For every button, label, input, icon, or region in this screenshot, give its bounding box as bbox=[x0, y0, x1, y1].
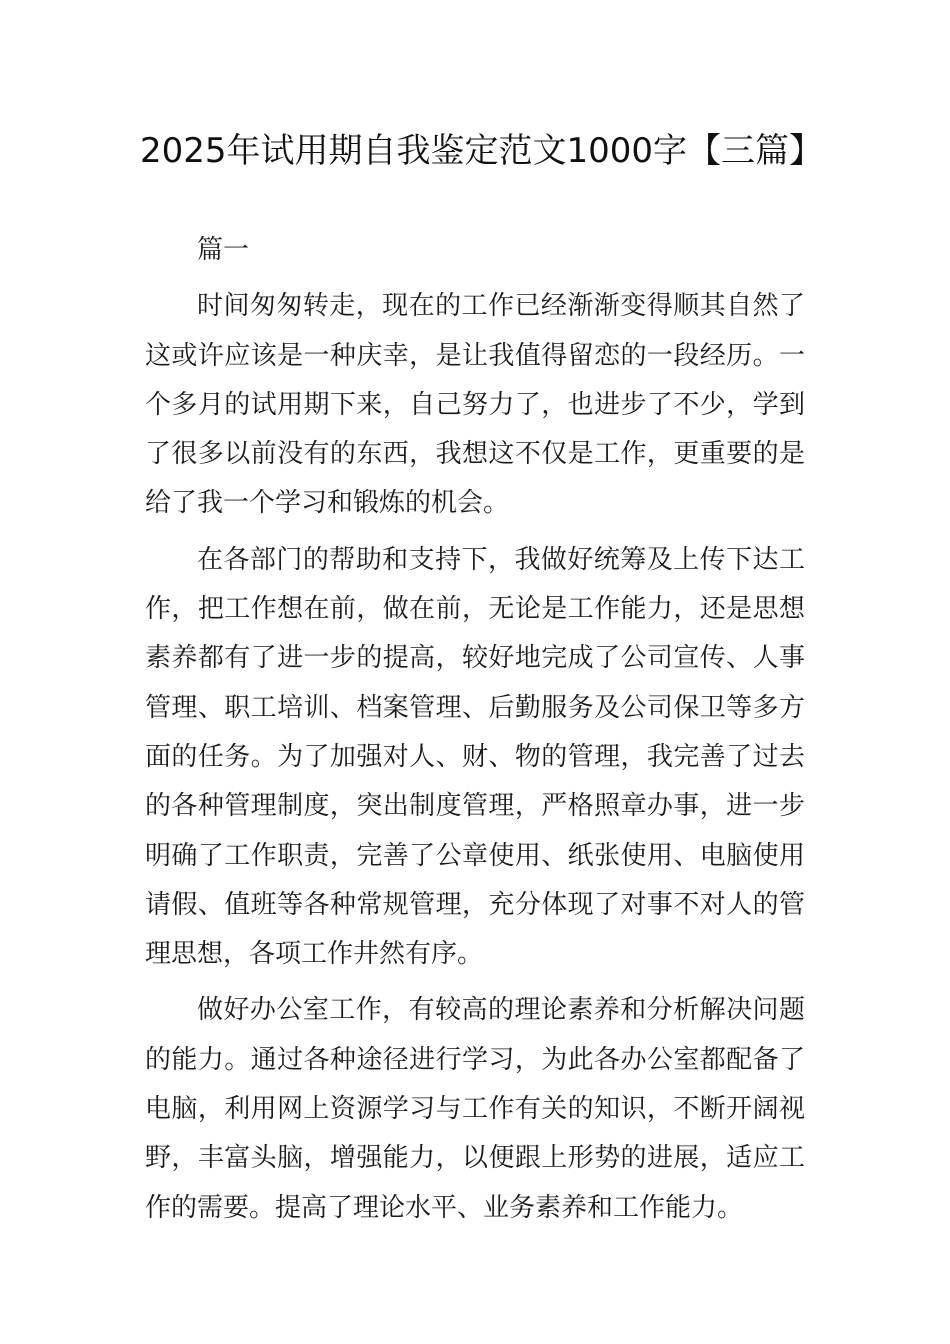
document-body bbox=[145, 226, 805, 1240]
document-title: 2025年试用期自我鉴定范文1000字【三篇】 bbox=[140, 131, 824, 171]
paragraph-3: 做好办公室工作，有较高的理论素养和分析解决问题的能力。通过各种途径进行学习，为此各办公室都配备了电脑，利用网上资源学习与工作有关的知识，不断开阔视野，丰富头脑，增强能力，以便跟上形势的进展，适应工作的需要。提高了理论水平、业务素养和工作能力。 bbox=[145, 995, 805, 1223]
section-label: 篇一 bbox=[197, 235, 250, 265]
paragraph-1: 时间匆匆转走，现在的工作已经渐渐变得顺其自然了这或许应该是一种庆幸，是让我值得留恋的一段经历。一个多月的试用期下来，自己努力了，也进步了不少，学到了很多以前没有的东西，我想这不仅是工作，更重要的是给了我一个学习和锻炼的机会。 bbox=[145, 291, 805, 519]
paragraph-2: 在各部门的帮助和支持下，我做好统筹及上传下达工作，把工作想在前，做在前，无论是工作能力，还是思想素养都有了进一步的提高，较好地完成了公司宣传、人事管理、职工培训、档案管理、后勤服务及公司保卫等多方面的任务。为了加强对人、财、物的管理，我完善了过去的各种管理制度，突出制度管理，严格照章办事，进一步明确了工作职责，完善了公章使用、纸张使用、电脑使用请假、值班等各种常规管理，充分体现了对事不对人的管理思想，各项工作井然有序。 bbox=[145, 544, 805, 970]
